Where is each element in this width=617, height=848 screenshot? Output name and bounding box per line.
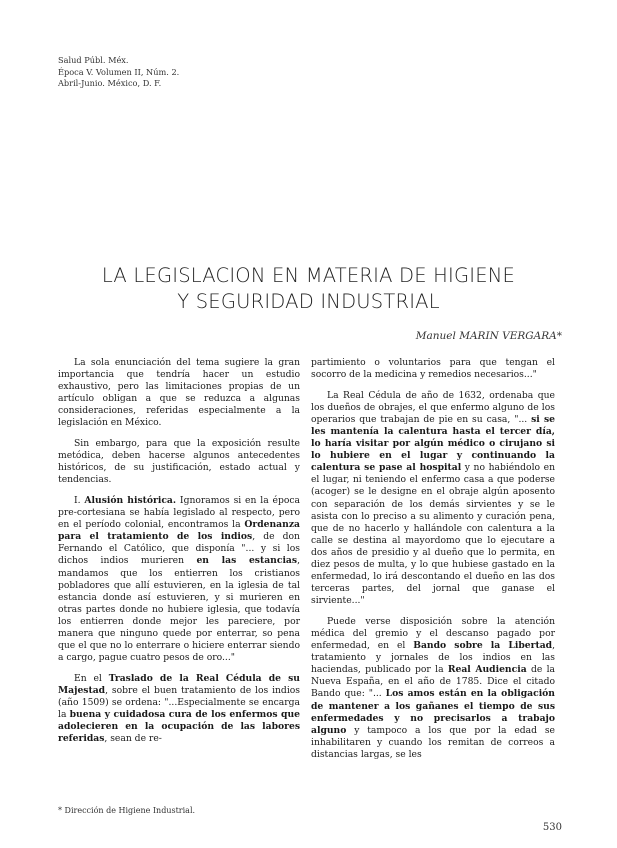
footnote: * Dirección de Higiene Industrial. (58, 806, 196, 815)
paragraph: En el Traslado de la Real Cédula de su Majestad, sobre el buen tratamiento de los indios (año 1509) se ordena: "...Especialmente se encarga la buena y cuidadosa cura de los enfermos que adolecieren en la ocupación de las labores referidas, sean de re- (58, 672, 300, 745)
page-number: 530 (542, 822, 562, 833)
title-line-2: Y SEGURIDAD INDUSTRIAL (177, 290, 440, 313)
paragraph: partimiento o voluntarios para que tengan el socorro de la medicina y remedios necesarios..." (311, 357, 555, 381)
header-line-3: Abril-Junio. México, D. F. (58, 78, 162, 88)
section-heading: Alusión histórica. (84, 494, 177, 506)
emphasis: Traslado de la Real Cédula de su Majestad (58, 672, 300, 696)
emphasis: Ordenanza para el tratamiento de los indios (58, 519, 300, 543)
emphasis: Los amos están en la obligación de mantener a los gañanes el tiempo de sus enfermedades y no precisarlos a trabajo alguno (311, 688, 555, 736)
article-title (0, 263, 617, 315)
paragraph: Puede verse disposición sobre la atención médica del gremio y el descanso pagado por enfermedad, en el Bando sobre la Libertad, tratamiento y jornales de los indios en las haciendas, publicado por la Real Audiencia de la Nueva España, en el año de 1785. Dice el citado Bando que: "... Los amos están en la obligación de mantener a los gañanes el tiempo de sus enfermedades y no precisarlos a trabajo alguno y tampoco a los que por la edad se inhabilitaren y cuando los remitan de correos a distancias largas, se les (311, 615, 555, 760)
emphasis: si se les mantenía la calentura hasta el tercer día, lo haría visitar por algún médico o cirujano si lo hubiere en el lugar y continuando la calentura se pase al hospital (311, 413, 555, 474)
paragraph: La Real Cédula de año de 1632, ordenaba que los dueños de obrajes, el que enfermo alguno de los operarios que trabajan de pie en su casa, "... si se les mantenía la calentura hasta el tercer día, lo haría visitar por algún médico o cirujano si lo hubiere en el lugar y continuando la calentura se pase al hospital y no habiéndolo en el lugar, ni teniendo el enfermo casa a que poderse (acoger) se le designe en el obraje algún aposento con separación de los demás sirvientes y se le asista con lo preciso a su alimento y curación pena, que de no hacerlo y hallándole con calentura a la calle se destina al mayordomo que lo ejecutare a dos años de presidio y al dueño que lo permita, en diez pesos de multa, y lo que hubiese gastado en la enfermedad, lo irá descontando el dueño en las dos terceras partes, del jornal que ganase el sirviente..." (311, 389, 555, 607)
emphasis: buena y cuidadosa cura de los enfermos que adolecieren en la ocupación de las labores referidas (58, 709, 300, 745)
emphasis: Bando sobre la Libertad (413, 640, 553, 652)
paragraph: Sin embargo, para que la exposición resulte metódica, deben hacerse algunos antecedentes históricos, de su justificación, estado actual y tendencias. (58, 438, 300, 486)
right-column (311, 357, 555, 770)
emphasis: Real Audiencia (447, 664, 527, 676)
left-column (58, 357, 300, 754)
paragraph: La sola enunciación del tema sugiere la gran importancia que tendría hacer un estudio exhaustivo, pero las limitaciones propias de un artículo obligan a que se reduzca a algunas consideraciones, referidas especialmente a la legislación en México. (58, 357, 300, 429)
title-line-1: LA LEGISLACION EN MATERIA DE HIGIENE (101, 264, 516, 287)
emphasis: en las estancias (196, 555, 298, 567)
journal-header (58, 55, 179, 90)
header-line-2: Época V. Volumen II, Núm. 2. (58, 66, 180, 77)
paragraph: I. Alusión histórica. Ignoramos si en la época pre-cortesiana se había legislado al respecto, pero en el período colonial, encontramos la Ordenanza para el tratamiento de los indios, de don Fernando el Católico, que disponía "... y si los dichos indios murieren en las estancias, mandamos que los entierren los cristianos pobladores que allí estuvieren, en la iglesia de tal estancia donde así estuvieren, y si murieren en otras partes donde no hubiere iglesia, que todavía los entierren donde mejor les pareciere, por manera que ninguno quede por enterrar, so pena que el que no lo enterrare o hiciere enterrar siendo a cargo, pague cuatro pesos de oro..." (58, 494, 300, 664)
header-line-1: Salud Públ. Méx. (58, 55, 129, 65)
section-number: I. (74, 494, 81, 506)
author-name: Manuel MARIN VERGARA* (415, 330, 562, 342)
